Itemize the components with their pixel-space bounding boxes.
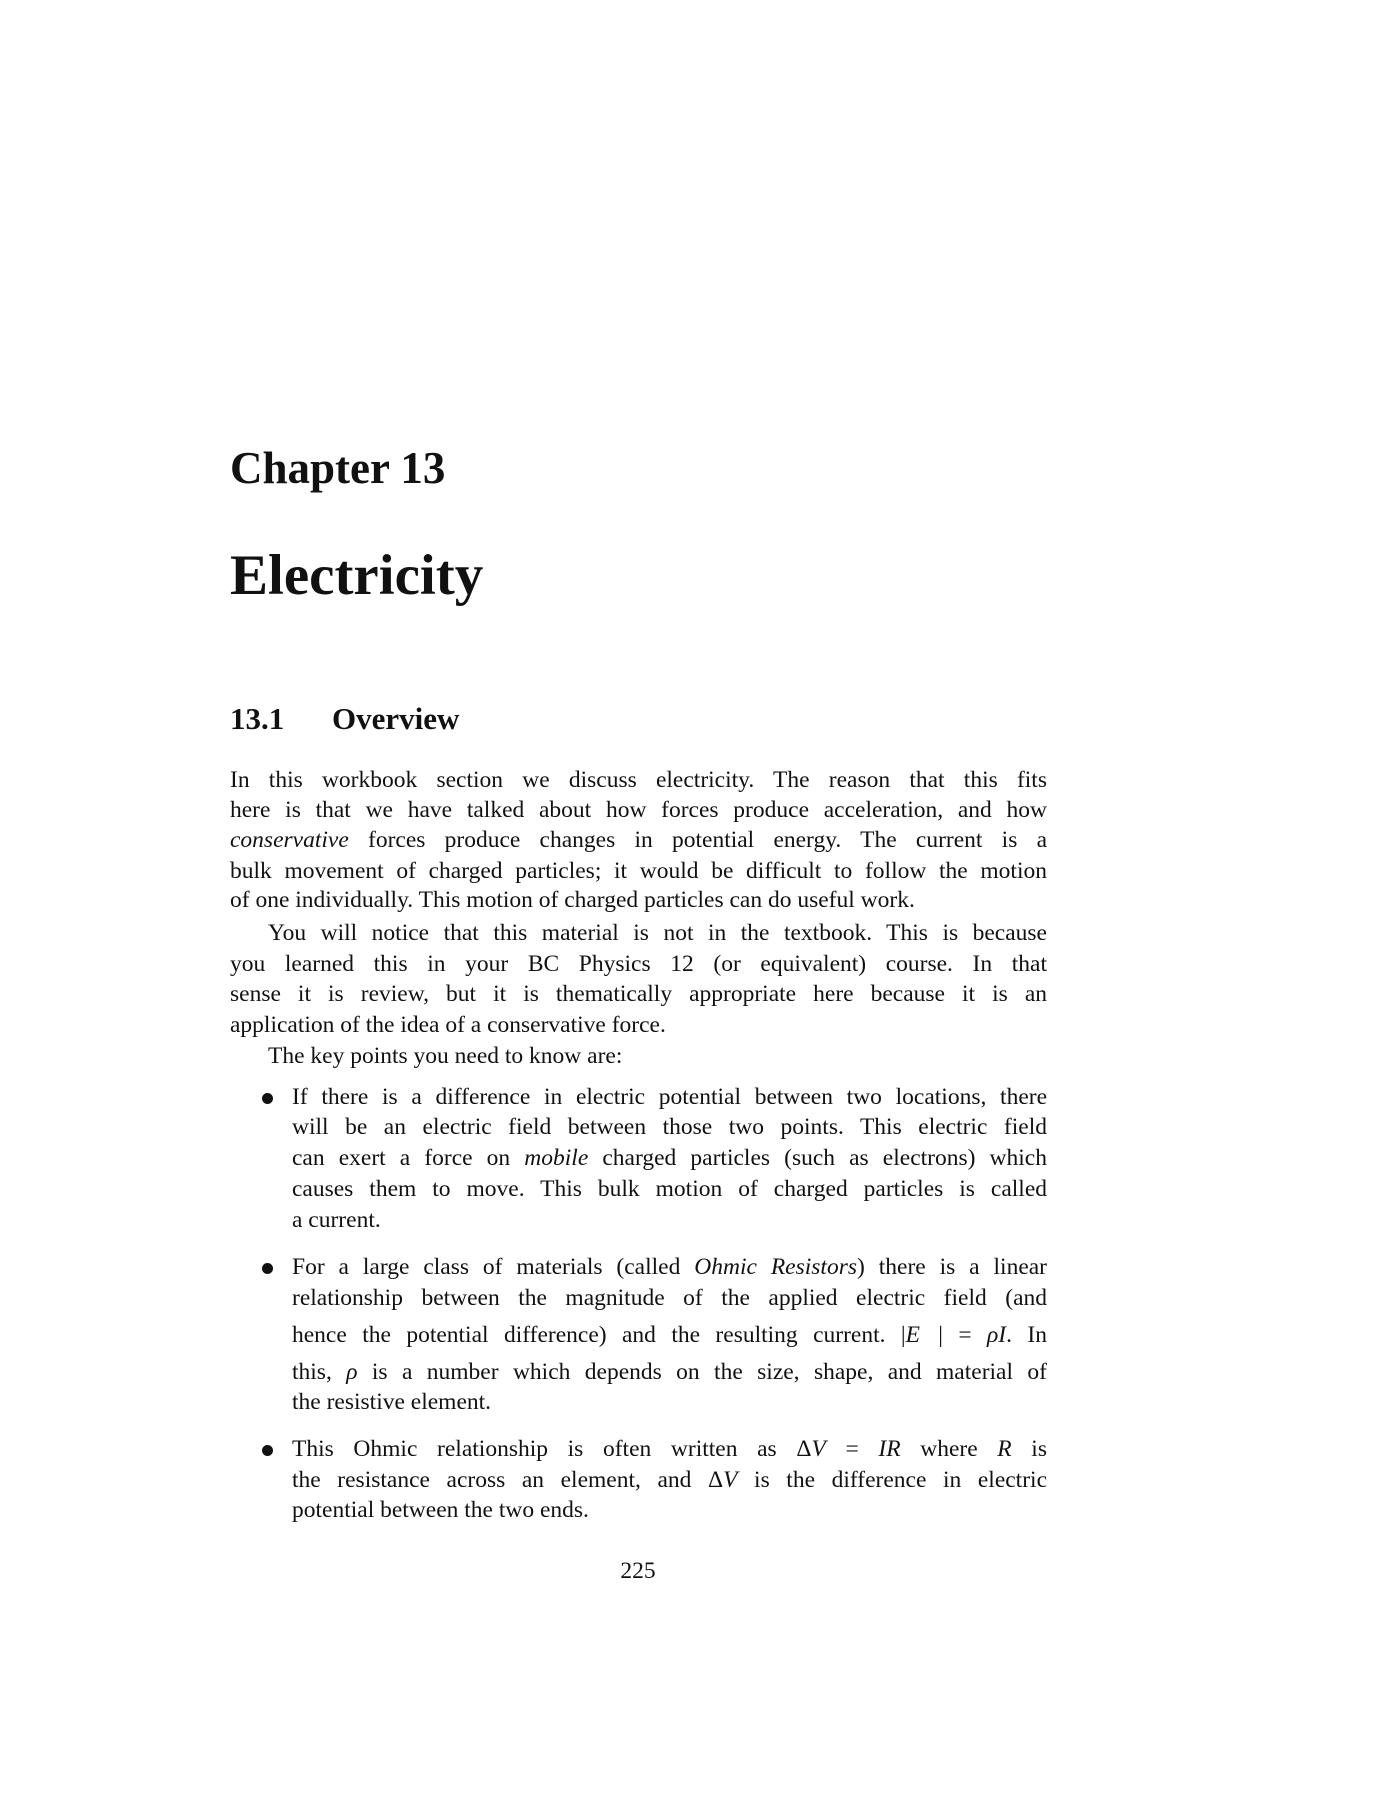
text-line xyxy=(230,795,1047,825)
text-segment: relationship between the magnitude of the applied electric field (and xyxy=(292,1285,1047,1312)
text-line xyxy=(292,1143,1047,1173)
text-line xyxy=(292,1205,1047,1235)
text-segment: hence the potential difference) and the resulting current. | xyxy=(292,1322,906,1349)
chapter-title: Electricity xyxy=(230,544,484,607)
text-line xyxy=(230,765,1047,795)
text-segment: will be an electric field between those two points. This electric field xyxy=(292,1114,1047,1140)
text-segment: charged particles (such as electrons) which xyxy=(588,1145,1047,1172)
text-segment: can exert a force on xyxy=(292,1145,525,1172)
text-segment: | = xyxy=(938,1322,988,1349)
text-line xyxy=(292,1495,1047,1525)
text-line xyxy=(230,885,1047,915)
text-segment: sense it is review, but it is thematically appropriate here because it is an xyxy=(230,980,1047,1007)
chapter-label: Chapter 13 xyxy=(230,443,446,493)
text-segment: = xyxy=(825,1436,879,1462)
text-segment: You will notice that this material is not in the textbook. This is because xyxy=(268,919,1047,946)
text-line xyxy=(230,1010,1047,1040)
text-segment: bulk movement of charged particles; it would be difficult to follow the motion xyxy=(230,857,1047,884)
italic-text: R xyxy=(997,1436,1012,1462)
text-line xyxy=(268,918,1047,948)
text-segment: . In xyxy=(1006,1322,1047,1349)
text-segment: is xyxy=(1011,1436,1047,1462)
italic-text: E⃗ xyxy=(905,1322,939,1349)
text-line xyxy=(292,1434,1047,1464)
text-segment: forces produce changes in potential energy. The current is a xyxy=(348,826,1047,853)
text-line xyxy=(292,1252,1047,1282)
text-segment: here is that we have talked about how forces produce acceleration, and how xyxy=(230,796,1047,823)
italic-text: conservative xyxy=(230,826,349,853)
text-segment: potential between the two ends. xyxy=(292,1496,589,1523)
italic-text: IR xyxy=(878,1436,901,1462)
text-segment: of one individually. This motion of charged particles can do useful work. xyxy=(230,887,915,914)
text-line xyxy=(292,1387,1047,1417)
text-segment: the resistive element. xyxy=(292,1388,492,1415)
text-segment: you learned this in your BC Physics 12 (or equivalent) course. In that xyxy=(230,950,1047,977)
italic-text: mobile xyxy=(524,1145,589,1172)
italic-text: ρI xyxy=(987,1322,1007,1349)
text-segment: the resistance across an element, and Δ xyxy=(292,1467,724,1494)
italic-text: Ohmic Resistors xyxy=(694,1254,857,1281)
section-title: Overview xyxy=(332,701,460,736)
text-segment: This Ohmic relationship is often written as Δ xyxy=(292,1436,812,1462)
text-line xyxy=(292,1283,1047,1313)
text-segment: causes them to move. This bulk motion of charged particles is called xyxy=(292,1176,1047,1203)
text-segment: this, xyxy=(292,1358,347,1385)
text-line xyxy=(292,1082,1047,1112)
text-line xyxy=(292,1112,1047,1142)
bullet-icon xyxy=(262,1445,273,1456)
italic-text: ρ xyxy=(346,1358,358,1385)
text-segment: is the difference in electric xyxy=(737,1467,1047,1494)
text-segment: If there is a difference in electric potential between two locations, there xyxy=(292,1084,1047,1111)
text-segment: application of the idea of a conservative force. xyxy=(230,1011,666,1038)
italic-text: V xyxy=(811,1436,826,1462)
text-segment: where xyxy=(900,1436,998,1462)
page-number: 225 xyxy=(620,1558,656,1584)
text-line xyxy=(292,1320,1047,1350)
text-line xyxy=(292,1357,1047,1387)
text-segment: In this workbook section we discuss electricity. The reason that this fits xyxy=(230,766,1047,793)
text-line xyxy=(268,1041,1047,1071)
text-line xyxy=(230,949,1047,979)
text-line xyxy=(292,1465,1047,1495)
text-segment: ) there is a linear xyxy=(857,1254,1048,1281)
text-line xyxy=(230,825,1047,855)
text-line xyxy=(230,856,1047,886)
section-number: 13.1 xyxy=(230,701,285,736)
text-segment: is a number which depends on the size, shape, and material of xyxy=(357,1358,1047,1385)
text-segment: For a large class of materials (called xyxy=(292,1254,695,1281)
bullet-icon xyxy=(262,1093,273,1104)
text-segment: The key points you need to know are: xyxy=(268,1042,623,1069)
text-line xyxy=(230,979,1047,1009)
italic-text: V xyxy=(723,1467,738,1494)
text-segment: a current. xyxy=(292,1207,381,1234)
bullet-icon xyxy=(262,1263,273,1274)
text-line xyxy=(292,1174,1047,1204)
